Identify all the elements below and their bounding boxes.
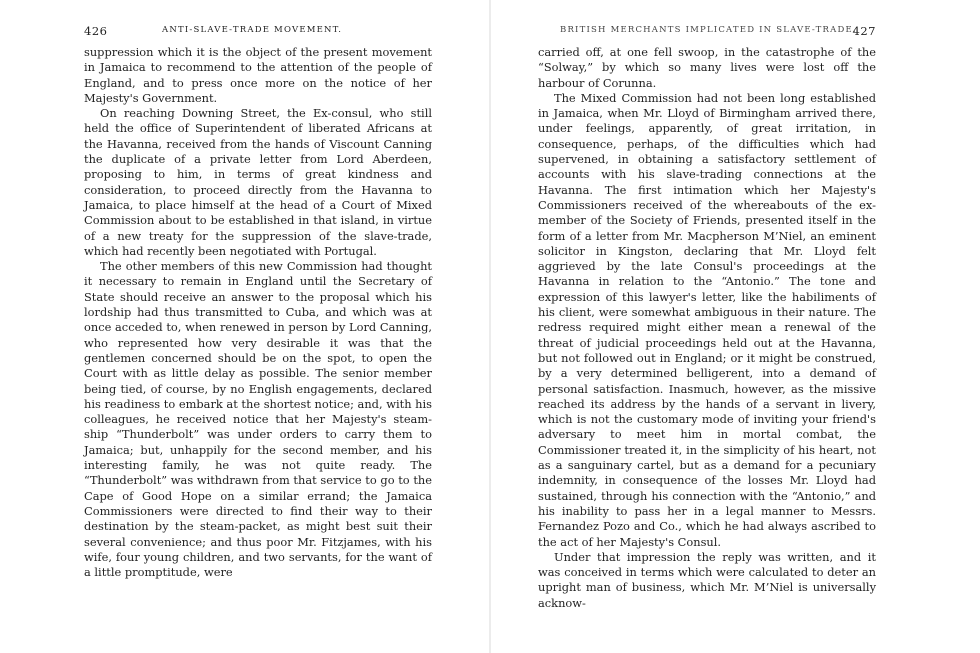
left-paragraph-3: The other members of this new Commission had thought it necessary to remain in England until the Secretary of State should receive an answer to the proposal which his lordship had thus transmitted to Cuba, and which was at once acceded to, when renewed in person by Lord Canning, who represented how very desirable it was that the gentlemen concerned should be on the spot, to open the Court with as little delay as possible. The senior member being tied, of course, by no English engagements, declared his readiness to embark at the shortest notice; and, with his colleagues, he received notice that her Majesty's steam-ship “Thunderbolt” was under orders to carry them to Jamaica; but, unhappily for the second member, and his interesting family, he was not quite ready. The “Thunderbolt” was withdrawn from that service to go to the Cape of Good Hope on a similar errand; the Jamaica Commissioners were directed to find their way to their destination by the steam-packet, as might best suit their several convenience; and thus poor Mr. Fitzjames, with his wife, four young children, and two servants, for the want of a little promptitude, were bbox=[84, 259, 432, 580]
right-page-body bbox=[538, 45, 876, 611]
right-page bbox=[490, 0, 980, 653]
right-running-head: BRITISH MERCHANTS IMPLICATED IN SLAVE-TRADE. bbox=[560, 25, 857, 35]
left-page-number: 426 bbox=[84, 24, 108, 38]
right-page-header bbox=[538, 24, 876, 38]
left-paragraph-1: suppression which it is the object of the present movement in Jamaica to recommend to the attention of the people of England, and to press once more on the notice of her Majesty's Government. bbox=[84, 45, 432, 105]
right-paragraph-3: Under that impression the reply was written, and it was conceived in terms which were calculated to deter an upright man of business, which Mr. M’Niel is universally acknow- bbox=[538, 549, 876, 610]
right-paragraph-2: The Mixed Commission had not been long established in Jamaica, when Mr. Lloyd of Birmingham arrived there, under feelings, apparently, of great irritation, in consequence, perhaps, of the difficulties which had supervened, in obtaining a satisfactory settlement of accounts with his slave-trading connections at the Havanna. The first intimation which her Majesty's Commissioners received of the whereabouts of the ex-member of the Society of Friends, presented itself in the form of a letter from Mr. Macpherson M’Niel, an eminent solicitor in Kingston, declaring that Mr. Lloyd felt aggrieved by the late Consul's proceedings at the Havanna in relation to the “Antonio.” The tone and expression of this lawyer's letter, like the habiliments of his client, were somewhat ambiguous in their nature. The redress required might either mean a renewal of the threat of judicial proceedings held out at the Havanna, but not followed out in England; or it might be construed, by a very determined belligerent, into a demand of personal satisfaction. Inasmuch, however, as the missive reached its address by the hands of a servant in livery, which is not the customary mode of inviting your friend's adversary to meet him in mortal combat, the Commissioner treated it, in the simplicity of his heart, not as a sanguinary cartel, but as a demand for a pecuniary indemnity, in consequence of the losses Mr. Lloyd had sustained, through his connection with the “Antonio,” and his inability to pass her in a legal manner to Messrs. Fernandez Pozo and Co., which he had always ascribed to the act of her Majesty's Consul. bbox=[538, 90, 876, 549]
left-page-body bbox=[84, 45, 432, 580]
left-paragraph-2: On reaching Downing Street, the Ex-consul, who still held the office of Superintendent of liberated Africans at the Havanna, received from the hands of Viscount Canning the duplicate of a private letter from Lord Aberdeen, proposing to him, in terms of great kindness and consideration, to proceed directly from the Havanna to Jamaica, to place himself at the head of a Court of Mixed Commission about to be established in that island, in virtue of a new treaty for the suppression of the slave-trade, which had recently been negotiated with Portugal. bbox=[84, 106, 432, 258]
left-running-head: ANTI-SLAVE-TRADE MOVEMENT. bbox=[162, 25, 343, 35]
right-paragraph-1: carried off, at one fell swoop, in the catastrophe of the “Solway,” by which so many lives were lost off the harbour of Corunna. bbox=[538, 45, 876, 90]
left-page-header bbox=[84, 24, 432, 38]
right-page-number: 427 bbox=[852, 24, 876, 38]
